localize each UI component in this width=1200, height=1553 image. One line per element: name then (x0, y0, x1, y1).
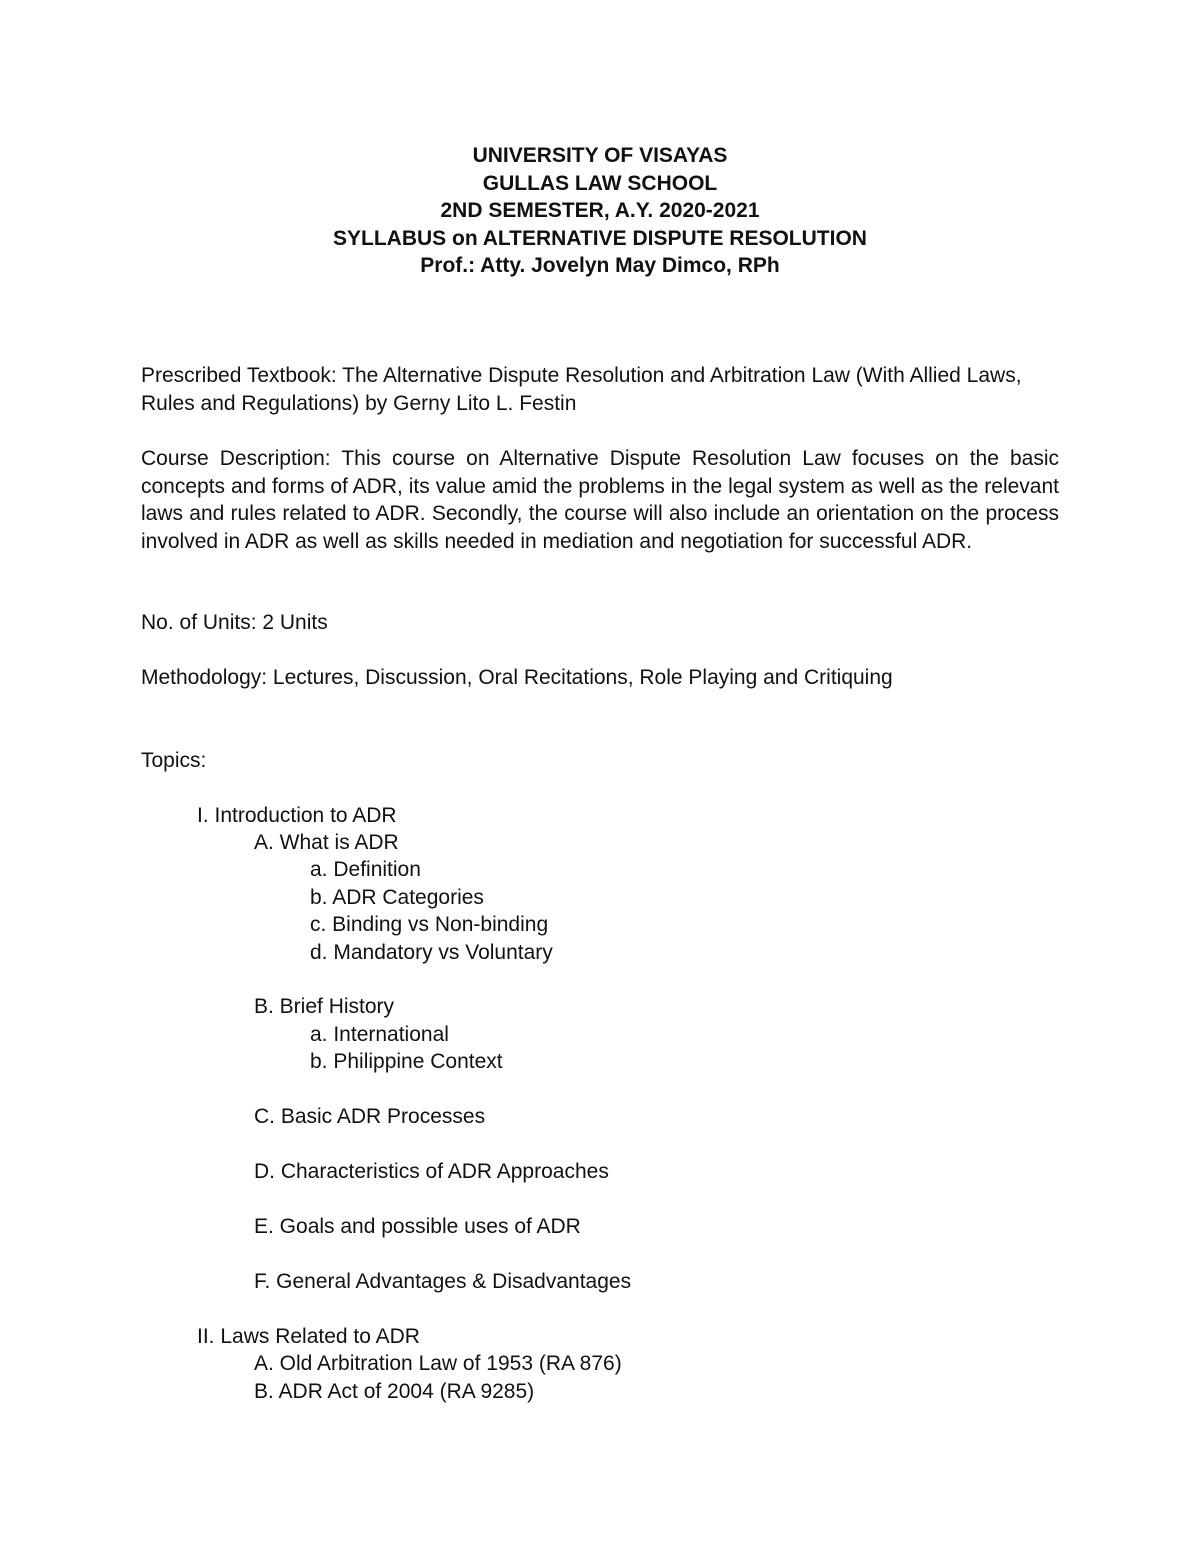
topic-subsubitem: a. Definition (310, 858, 421, 881)
topic-subitem: A. Old Arbitration Law of 1953 (RA 876) (254, 1352, 622, 1375)
prescribed-textbook: Prescribed Textbook: The Alternative Dispute Resolution and Arbitration Law (With Allied Laws, Rules and Regulations) by Gerny Lito L. Festin (141, 364, 1022, 415)
syllabus-title: SYLLABUS on ALTERNATIVE DISPUTE RESOLUTION (333, 226, 867, 250)
topic-subsubitem: d. Mandatory vs Voluntary (310, 941, 553, 964)
topic-subsubitem: a. International (310, 1023, 449, 1046)
professor-line: Prof.: Atty. Jovelyn May Dimco, RPh (420, 254, 780, 277)
course-description: Course Description: This course on Alternative Dispute Resolution Law focuses on the basic concepts and forms of ADR, its value amid the problems in the legal system as well as the relevant laws and rules related to ADR. Secondly, the course will also include an orientation on the process involved in ADR as well as skills needed in mediation and negotiation for successful ADR. (141, 447, 1059, 553)
topic-subitem: B. Brief History (254, 995, 395, 1018)
document-header (0, 142, 1200, 280)
topic-subitem: B. ADR Act of 2004 (RA 9285) (254, 1380, 535, 1403)
topic-item: I. Introduction to ADR (197, 804, 397, 827)
topics-label: Topics: (141, 749, 207, 772)
topic-item: II. Laws Related to ADR (197, 1325, 420, 1348)
methodology-line: Methodology: Lectures, Discussion, Oral Recitations, Role Playing and Critiquing (141, 666, 893, 689)
topic-subsubitem: c. Binding vs Non-binding (310, 913, 549, 936)
school-name: GULLAS LAW SCHOOL (482, 171, 718, 195)
semester-line: 2ND SEMESTER, A.Y. 2020-2021 (440, 199, 760, 222)
topic-subitem: C. Basic ADR Processes (254, 1105, 486, 1128)
university-name: UNIVERSITY OF VISAYAS (472, 144, 728, 167)
topic-subsubitem: b. Philippine Context (310, 1050, 503, 1073)
topic-subitem: A. What is ADR (254, 831, 399, 854)
topic-subsubitem: b. ADR Categories (310, 886, 484, 909)
units-line: No. of Units: 2 Units (141, 611, 328, 634)
topic-subitem: F. General Advantages & Disadvantages (254, 1270, 632, 1293)
topic-subitem: D. Characteristics of ADR Approaches (254, 1160, 609, 1183)
topic-subitem: E. Goals and possible uses of ADR (254, 1215, 581, 1238)
